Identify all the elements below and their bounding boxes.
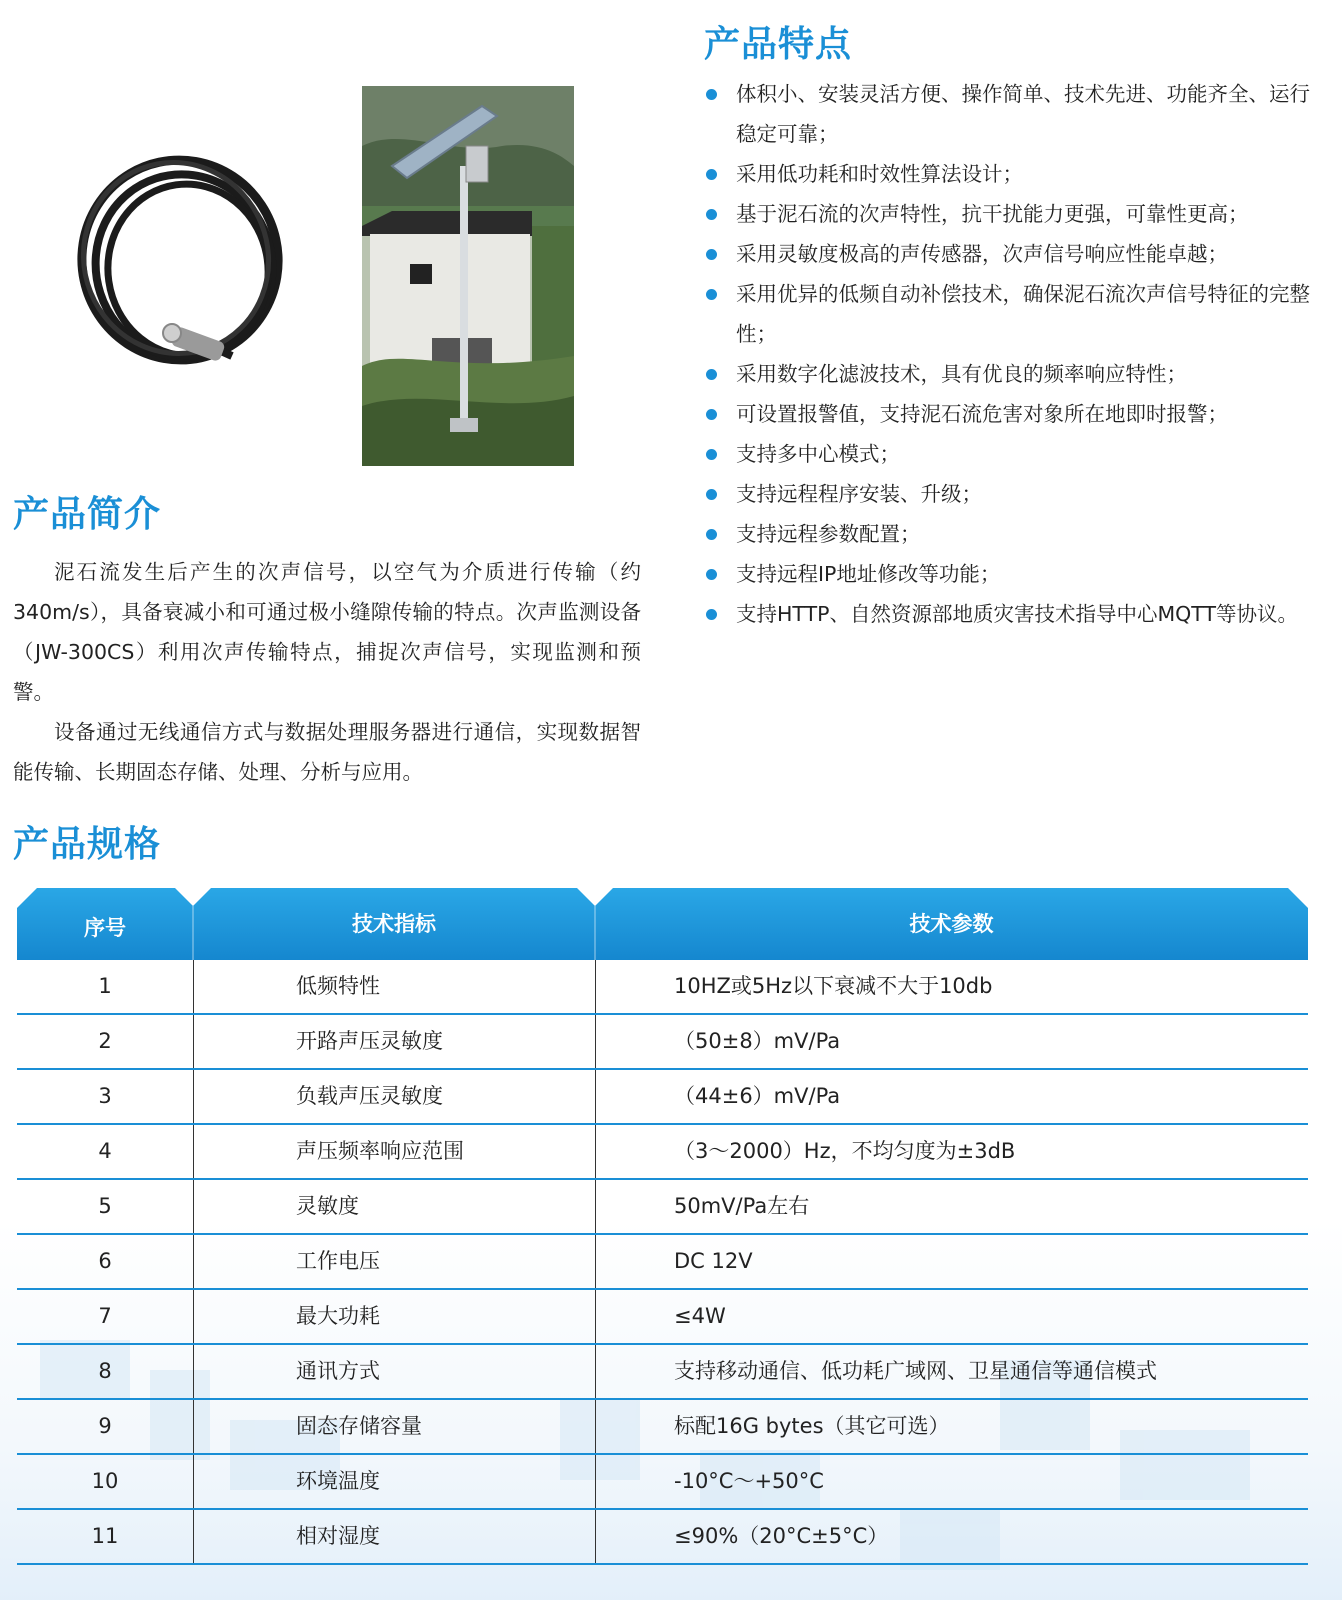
cell-parameter: 50mV/Pa左右 (674, 1194, 810, 1218)
cell-parameter: DC 12V (674, 1249, 753, 1273)
cell-index: 8 (98, 1359, 112, 1383)
table-row (17, 1345, 1308, 1400)
feature-item (706, 394, 1326, 434)
feature-text: 支持远程参数配置； (736, 522, 921, 546)
cell-indicator: 开路声压灵敏度 (296, 1029, 443, 1053)
feature-item (706, 514, 1326, 554)
feature-text: 采用数字化滤波技术，具有优良的频率响应特性； (736, 362, 1187, 386)
cell-indicator: 最大功耗 (296, 1304, 380, 1328)
spec-table-header (17, 888, 1308, 960)
cell-index: 1 (98, 974, 112, 998)
bullet-dot-icon (706, 569, 717, 580)
feature-item (706, 594, 1326, 634)
cell-index: 5 (98, 1194, 112, 1218)
spec-title: 产品规格 (13, 824, 162, 865)
bullet-dot-icon (706, 89, 717, 100)
feature-text: 采用低功耗和时效性算法设计； (736, 162, 1023, 186)
cell-index: 3 (98, 1084, 112, 1108)
cell-index: 11 (91, 1524, 119, 1548)
cable-sensor-image (72, 148, 292, 388)
feature-text: 支持HTTP、自然资源部地质灾害技术指导中心MQTT等协议。 (736, 602, 1298, 626)
bullet-dot-icon (706, 609, 717, 620)
feature-item (706, 154, 1326, 194)
feature-item (706, 434, 1326, 474)
spec-table-body (17, 960, 1308, 1565)
feature-text: 采用灵敏度极高的声传感器，次声信号响应性能卓越； (736, 242, 1228, 266)
features-list (706, 74, 1326, 634)
cell-index: 6 (98, 1249, 112, 1273)
feature-item (706, 74, 1326, 154)
feature-text: 基于泥石流的次声特性，抗干扰能力更强，可靠性更高； (736, 202, 1249, 226)
bullet-dot-icon (706, 409, 717, 420)
bullet-dot-icon (706, 529, 717, 540)
cell-parameter: 10HZ或5Hz以下衰减不大于10db (674, 974, 993, 998)
table-row (17, 960, 1308, 1015)
coiled-cable-icon (72, 148, 292, 388)
cell-indicator: 通讯方式 (296, 1359, 380, 1383)
intro-title: 产品简介 (13, 494, 162, 535)
feature-item (706, 234, 1326, 274)
cell-parameter: （50±8）mV/Pa (674, 1029, 841, 1053)
feature-item (706, 474, 1326, 514)
cell-parameter: 支持移动通信、低功耗广域网、卫星通信等通信模式 (674, 1359, 1157, 1383)
cell-indicator: 声压频率响应范围 (296, 1139, 464, 1163)
cell-parameter: 标配16G bytes（其它可选） (674, 1414, 950, 1438)
feature-item (706, 554, 1326, 594)
bullet-dot-icon (706, 489, 717, 500)
header-indicator: 技术指标 (352, 912, 436, 936)
feature-text: 支持远程程序安装、升级； (736, 482, 982, 506)
intro-body (13, 552, 641, 792)
cell-parameter: （3～2000）Hz，不均匀度为±3dB (674, 1139, 1016, 1163)
table-row (17, 1125, 1308, 1180)
cell-parameter: （44±6）mV/Pa (674, 1084, 841, 1108)
cell-indicator: 相对湿度 (296, 1524, 380, 1548)
cell-indicator: 低频特性 (296, 974, 380, 998)
cell-parameter: ≤90%（20°C±5°C） (674, 1524, 889, 1548)
feature-text: 采用优异的低频自动补偿技术，确保泥石流次声信号特征的完整性； (736, 282, 1310, 346)
table-row (17, 1400, 1308, 1455)
header-parameter: 技术参数 (909, 912, 994, 936)
intro-paragraph: 设备通过无线通信方式与数据处理服务器进行通信，实现数据智能传输、长期固态存储、处理、分析与应用。 (13, 720, 641, 784)
intro-paragraph: 泥石流发生后产生的次声信号，以空气为介质进行传输（约340m/s），具备衰减小和可通过极小缝隙传输的特点。次声监测设备（JW-300CS）利用次声传输特点，捕捉次声信号，实现监测和预警。 (13, 560, 641, 704)
monitoring-pole-photo-icon (362, 86, 574, 466)
bullet-dot-icon (706, 449, 717, 460)
cell-indicator: 负载声压灵敏度 (296, 1084, 443, 1108)
bullet-dot-icon (706, 249, 717, 260)
cell-parameter: ≤4W (674, 1304, 726, 1328)
feature-text: 可设置报警值，支持泥石流危害对象所在地即时报警； (736, 402, 1228, 426)
feature-item (706, 274, 1326, 354)
table-row (17, 1180, 1308, 1235)
bullet-dot-icon (706, 369, 717, 380)
cell-index: 2 (98, 1029, 112, 1053)
cell-index: 10 (91, 1469, 119, 1493)
cell-parameter: -10°C～+50°C (674, 1469, 824, 1493)
cell-indicator: 环境温度 (296, 1469, 380, 1493)
table-row (17, 1235, 1308, 1290)
table-row (17, 1070, 1308, 1125)
features-title: 产品特点 (704, 24, 853, 65)
bullet-dot-icon (706, 289, 717, 300)
installation-photo (362, 86, 574, 466)
table-row (17, 1455, 1308, 1510)
bullet-dot-icon (706, 209, 717, 220)
header-index: 序号 (84, 916, 126, 940)
table-row (17, 1015, 1308, 1070)
feature-text: 支持远程IP地址修改等功能； (736, 562, 1001, 586)
cell-index: 4 (98, 1139, 112, 1163)
spec-table (17, 888, 1308, 1565)
cell-index: 9 (98, 1414, 112, 1438)
cell-indicator: 工作电压 (296, 1249, 380, 1273)
table-row (17, 1510, 1308, 1565)
table-row (17, 1290, 1308, 1345)
feature-item (706, 354, 1326, 394)
feature-text: 支持多中心模式； (736, 442, 900, 466)
feature-text: 体积小、安装灵活方便、操作简单、技术先进、功能齐全、运行稳定可靠； (736, 82, 1310, 146)
bullet-dot-icon (706, 169, 717, 180)
cell-index: 7 (98, 1304, 112, 1328)
cell-indicator: 灵敏度 (296, 1194, 359, 1218)
feature-item (706, 194, 1326, 234)
cell-indicator: 固态存储容量 (296, 1414, 422, 1438)
